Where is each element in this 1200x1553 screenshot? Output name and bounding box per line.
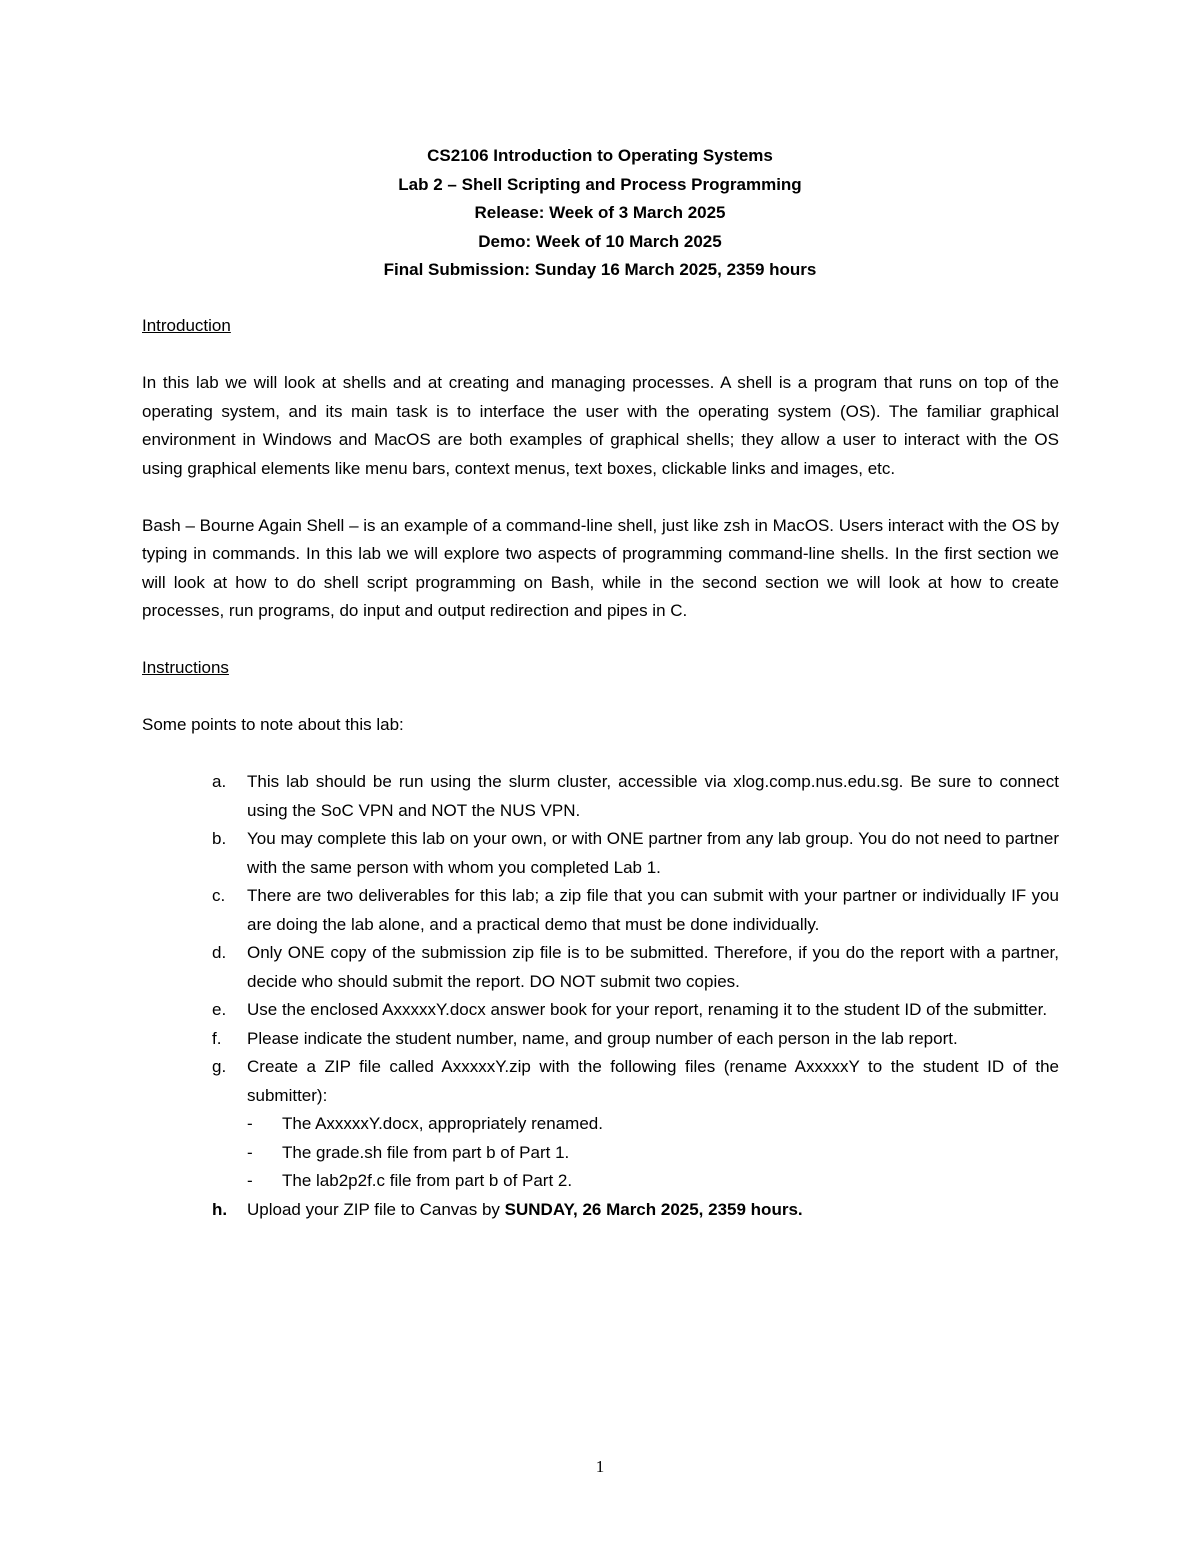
list-item (142, 1025, 1059, 1054)
sub-list-item (247, 1167, 1059, 1196)
sub-list-item-text: The grade.sh file from part b of Part 1. (282, 1142, 570, 1162)
introduction-paragraph-2: Bash – Bourne Again Shell – is an example of a command-line shell, just like zsh in MacOS. Users interact with the OS by typing in commands. In this lab we will explore two aspects of programming command-line shells. In the first section we will look at how to do shell script programming on Bash, while in the second section we will look at how to create processes, run programs, do input and output redirection and pipes in C. (142, 515, 1059, 620)
demo-date: Demo: Week of 10 March 2025 (478, 231, 722, 251)
list-marker: e. (212, 1000, 227, 1019)
course-title: CS2106 Introduction to Operating Systems (427, 146, 773, 165)
dash-marker: - (247, 1142, 253, 1162)
list-item (142, 996, 1059, 1025)
list-item (142, 1053, 1059, 1196)
zip-contents-list (247, 1110, 1059, 1196)
deadline-text: SUNDAY, 26 March 2025, 2359 hours. (504, 1199, 803, 1219)
list-item (142, 768, 1059, 825)
list-item (142, 1196, 1059, 1225)
list-item (142, 825, 1059, 882)
list-item-text: This lab should be run using the slurm cluster, accessible via xlog.comp.nus.edu.sg. Be sure to connect using the SoC VPN and NOT the NUS VPN. (247, 772, 1059, 820)
sub-list-item-text: The lab2p2f.c file from part b of Part 2. (282, 1171, 573, 1190)
list-item-text: Create a ZIP file called AxxxxxY.zip with the following files (rename AxxxxxY to the student ID of the submitter): (247, 1057, 1059, 1105)
list-item-text: Please indicate the student number, name, and group number of each person in the lab report. (247, 1028, 958, 1048)
list-marker: a. (212, 772, 227, 791)
spacer (142, 483, 1059, 512)
list-item-text: You may complete this lab on your own, or with ONE partner from any lab group. You do not need to partner with the same person with whom you completed Lab 1. (247, 829, 1059, 877)
list-marker: b. (212, 829, 227, 848)
spacer (142, 740, 1059, 769)
list-item-text: Use the enclosed AxxxxxY.docx answer book for your report, renaming it to the student ID of the submitter. (247, 1000, 1048, 1019)
list-item-text: Only ONE copy of the submission zip file is to be submitted. Therefore, if you do the report with a partner, decide who should submit the report. DO NOT submit two copies. (247, 943, 1059, 991)
sub-list-item (247, 1139, 1059, 1168)
instructions-intro: Some points to note about this lab: (142, 715, 404, 734)
list-item-text: Upload your ZIP file to Canvas by (247, 1199, 505, 1219)
list-marker: h. (212, 1199, 228, 1219)
release-date: Release: Week of 3 March 2025 (474, 203, 726, 222)
list-marker: g. (212, 1057, 227, 1076)
sub-list-item (247, 1110, 1059, 1139)
page-number: 1 (595, 1457, 605, 1476)
spacer (142, 683, 1059, 712)
sub-list-item-text: The AxxxxxY.docx, appropriately renamed. (282, 1114, 603, 1133)
instructions-list (142, 768, 1059, 1224)
final-submission-date: Final Submission: Sunday 16 March 2025, 2359 hours (383, 260, 817, 279)
dash-marker: - (247, 1114, 253, 1133)
list-item (142, 882, 1059, 939)
list-marker: f. (212, 1028, 222, 1048)
spacer (142, 626, 1059, 655)
dash-marker: - (247, 1171, 253, 1190)
spacer (142, 341, 1059, 370)
instructions-heading: Instructions (142, 658, 229, 677)
document-body (142, 312, 1059, 1224)
introduction-heading: Introduction (142, 316, 231, 335)
list-item-text: There are two deliverables for this lab; a zip file that you can submit with your partner or individually IF you are doing the lab alone, and a practical demo that must be done individually. (247, 886, 1059, 934)
introduction-paragraph-1: In this lab we will look at shells and at creating and managing processes. A shell is a program that runs on top of the operating system, and its main task is to interface the user with the operating system (OS). The familiar graphical environment in Windows and MacOS are both examples of graphical shells; they allow a user to interact with the OS using graphical elements like menu bars, context menus, text boxes, clickable links and images, etc. (142, 373, 1059, 478)
list-item (142, 939, 1059, 996)
list-marker: d. (212, 943, 227, 962)
document-title-block (0, 142, 1200, 285)
lab-title: Lab 2 – Shell Scripting and Process Programming (398, 174, 802, 194)
list-marker: c. (212, 886, 226, 905)
